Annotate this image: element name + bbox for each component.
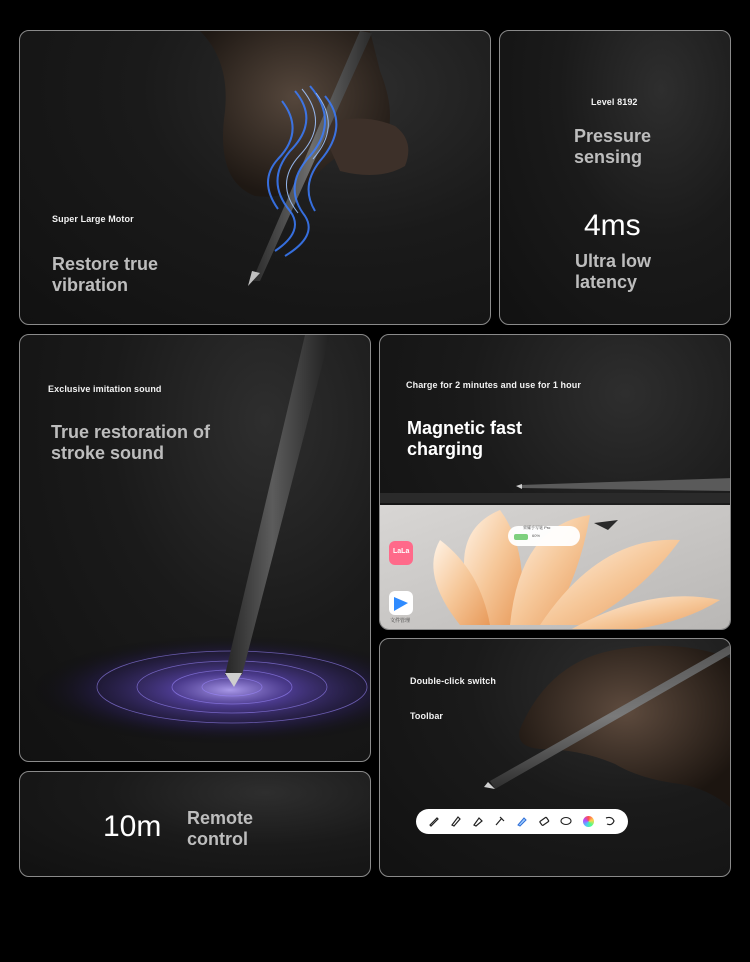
app-icon-lala[interactable]: LaLa (393, 548, 410, 555)
title-line-2: vibration (52, 275, 129, 295)
pen-toolbar[interactable] (416, 809, 628, 834)
stylus-popup-name: 荣耀手写笔 Pro (523, 525, 551, 530)
title-line-1: Pressure (574, 126, 652, 146)
card-kicker: Super Large Motor (52, 214, 134, 224)
title-line-1: Magnetic fast (407, 418, 523, 438)
card-kicker: Charge for 2 minutes and use for 1 hour (406, 380, 581, 390)
lasso-icon[interactable] (558, 813, 574, 829)
eraser-icon[interactable] (536, 813, 552, 829)
stylus-sound-image (20, 335, 371, 762)
card-title (187, 808, 253, 850)
pressure-title (574, 126, 651, 168)
range-value: 10m (103, 810, 162, 843)
vibration-card (19, 30, 491, 325)
card-title (52, 254, 158, 296)
title-line-2: latency (575, 272, 638, 292)
pressure-latency-card (499, 30, 731, 325)
latency-title (575, 251, 651, 293)
stylus-popup-level: 60% (532, 533, 541, 538)
title-line-2: charging (407, 439, 484, 459)
hand-stylus-image (380, 639, 731, 877)
title-line-1: Remote (187, 808, 254, 828)
highlighter-icon[interactable] (514, 813, 530, 829)
app-label-files[interactable]: 文件管理 (390, 618, 411, 624)
pen-icon[interactable] (426, 813, 442, 829)
magnetic-charging-card (379, 334, 731, 630)
title-line-2: stroke sound (51, 443, 165, 463)
brush-icon[interactable] (492, 813, 508, 829)
title-line-1: True restoration of (51, 422, 211, 442)
card-title (51, 422, 210, 464)
remote-control-card (19, 771, 371, 877)
card-kicker-1: Double-click switch (410, 676, 496, 686)
marker-icon[interactable] (470, 813, 486, 829)
pencil-icon[interactable] (448, 813, 464, 829)
undo-icon[interactable] (602, 813, 618, 829)
card-kicker: Level 8192 (591, 97, 638, 107)
color-picker-icon[interactable] (580, 813, 596, 829)
card-kicker: Exclusive imitation sound (48, 384, 162, 394)
card-kicker-2: Toolbar (410, 711, 444, 721)
title-line-2: sensing (574, 147, 643, 167)
latency-value: 4ms (584, 209, 641, 242)
stroke-sound-card (19, 334, 371, 762)
title-line-1: Ultra low (575, 251, 652, 271)
tablet-with-stylus-image (380, 335, 731, 630)
title-line-2: control (187, 829, 248, 849)
toolbar-card (379, 638, 731, 877)
title-line-1: Restore true (52, 254, 159, 274)
